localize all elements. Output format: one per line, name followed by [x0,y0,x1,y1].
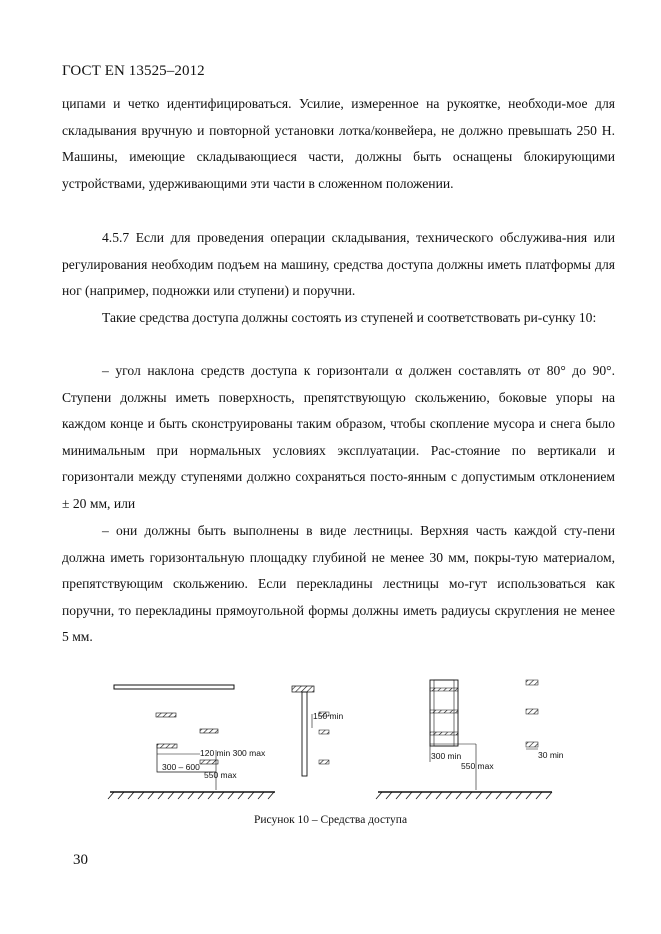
label-550-max-c: 550 max [461,761,494,771]
list-item-ladder: – они должны быть выполнены в виде лестницы. Верхняя часть каждой сту-пени должна иметь горизонтальную площадку глубиной не менее 30 мм, покры-тую материалом, препятствующим скольжению. Если перекладины лестницы мо-гут использоваться как поручни, то перекладины прямоугольной формы должны иметь радиусы скругления не менее 5 мм. [62,523,615,645]
list-item-steps: – угол наклона средств доступа к горизонтали α должен составлять от 80° до 90°. Ступени должны иметь поверхность, препятствующую скольжению, боковые упоры на каждом конце и быть сконструированы таким образом, чтобы скопление мусора и снега было минимальным при нормальных условиях эксплуатации. Рас-стояние по вертикали и горизонтали между ступенями должно сохраняться посто-янным с допустимым отклонением ± 20 мм, или [62,363,615,511]
label-550-max-a: 550 max [204,770,237,780]
paragraph-4-5-7: 4.5.7 Если для проведения операции складывания, технического обслужива-ния или регулирования необходим подъем на машину, средства доступа должны иметь платформы для ног (например, подножки или ступени) и поручни. [62,230,615,299]
diagram-side-view [292,686,344,776]
diagram-steps [108,685,275,799]
label-300-min: 300 min [431,751,462,761]
diagram-rungs [526,680,564,760]
paragraph-continuation: ципами и четко идентифицироваться. Усилие, измеренное на рукоятке, необходи-мое для складывания вручную и повторной установки лотка/конвейера, не должно превышать 250 Н. Машины, имеющие складывающиеся части, должны быть оснащены блокирующими устройствами, удерживающими эти части в сложенном положении. [62,96,615,191]
diagram-ladder [376,680,552,799]
label-300-600: 300 – 600 [162,762,200,772]
page-number: 30 [73,852,88,868]
label-150-min: 150 min [313,711,344,721]
figure-caption: Рисунок 10 – Средства доступа [253,814,408,826]
label-120-min-300-max: 120 min 300 max [200,748,266,758]
label-30-min: 30 min [538,750,564,760]
document-header: ГОСТ EN 13525–2012 [62,63,205,79]
figure-access-means [100,672,590,807]
paragraph-access-means: Такие средства доступа должны состоять из ступеней и соответствовать ри-сунку 10: [102,310,597,325]
